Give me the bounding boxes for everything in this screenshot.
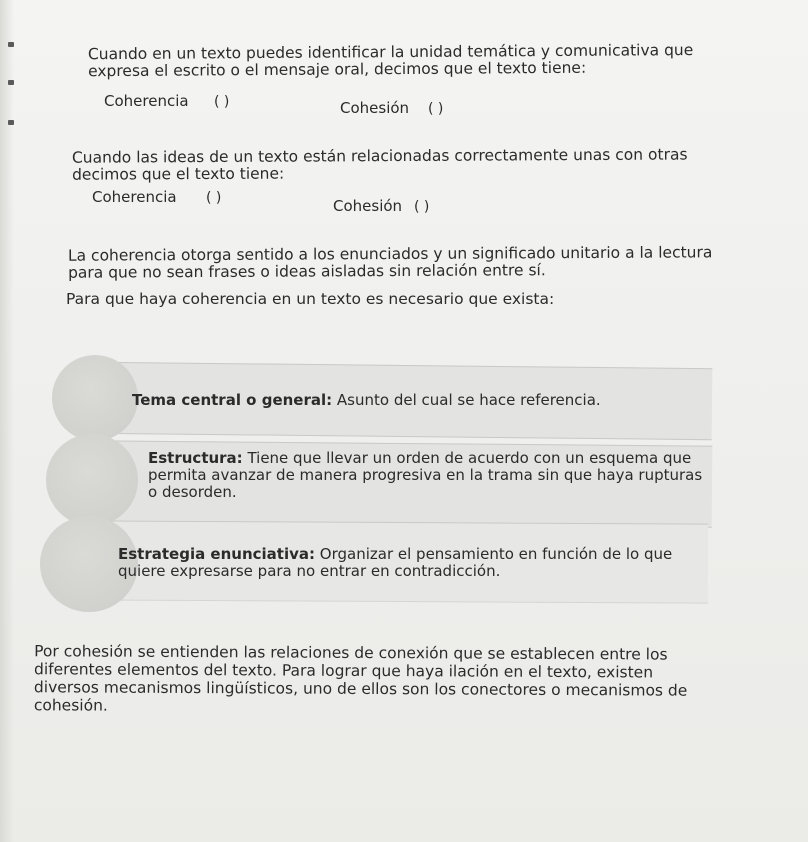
requisito-desc-1: Asunto del cual se hace referencia. [332, 391, 601, 409]
requisito-circle-1 [52, 355, 138, 441]
question-2-text: Cuando las ideas de un texto están relacionadas correctamente unas con otras decimos que el texto tiene: [71, 145, 688, 184]
requisito-term-2: Estructura: [148, 449, 243, 467]
q2-option-cohesion: Cohesión [333, 197, 403, 215]
page-edge-shadow [0, 0, 14, 842]
margin-mark [8, 80, 14, 85]
q2-option-coherencia: Coherencia [92, 188, 177, 206]
margin-mark [8, 42, 14, 47]
requisito-circle-2 [46, 434, 138, 526]
q1-coherencia-blank[interactable]: ( ) [214, 94, 230, 110]
requisito-term-3: Estrategia enunciativa: [118, 545, 316, 563]
requisitos-intro: Para que haya coherencia en un texto es necesario que exista: [66, 290, 555, 308]
requisito-desc-2: Tiene que llevar un orden de acuerdo con un esquema que permita avanzar de manera progresiva en la trama sin que haya rupturas o desorden. [148, 449, 703, 501]
coherencia-paragraph: La coherencia otorga sentido a los enunciados y un significado unitario a la lectura para que no sean frases o ideas aisladas sin relación entre sí. [67, 243, 713, 282]
q1-option-coherencia: Coherencia [104, 92, 189, 110]
requisito-item-2 [148, 450, 706, 501]
q2-coherencia-blank[interactable]: ( ) [206, 190, 222, 206]
requisito-item-1 [132, 392, 702, 409]
q1-cohesion-blank[interactable]: ( ) [428, 101, 444, 117]
requisito-term-1: Tema central o general: [132, 391, 333, 409]
q1-option-cohesion: Cohesión [340, 99, 410, 117]
cohesion-paragraph: Por cohesión se entienden las relaciones de conexión que se establecen entre los diferentes elementos del texto. Para lograr que haya ilación en el texto, existen diversos mecanismos lingüísticos, uno de ellos son los conectores o mecanismos de cohesión. [33, 642, 688, 715]
question-1-text: Cuando en un texto puedes identificar la unidad temática y comunicativa que expresa el escrito o el mensaje oral, decimos que el texto tiene: [87, 41, 694, 81]
requisito-desc-3: Organizar el pensamiento en función de lo que quiere expresarse para no entrar en contradicción. [118, 545, 673, 580]
margin-mark [8, 120, 14, 125]
requisito-item-3 [118, 546, 688, 580]
q2-cohesion-blank[interactable]: ( ) [414, 199, 430, 215]
